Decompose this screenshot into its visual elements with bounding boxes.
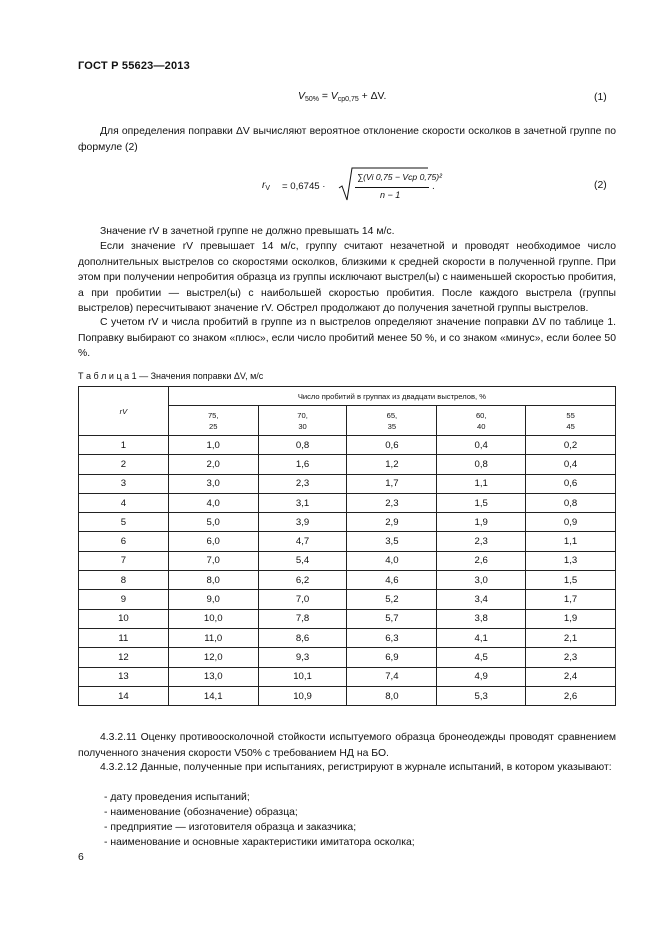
table-cell: 1,0 bbox=[168, 436, 258, 455]
table-cell: 1,1 bbox=[437, 474, 526, 493]
table-row bbox=[79, 571, 616, 590]
paragraph-4-3-2-11: 4.3.2.11 Оценку противоосколочной стойкости испытуемого образца бронеодежды проводят сравнением полученного значения скорости V50% с требованием НД на БО. bbox=[78, 732, 616, 759]
table-cell: 2,9 bbox=[347, 513, 437, 532]
list-item: - наименование и основные характеристики имитатора осколка; bbox=[104, 837, 415, 848]
table-cell: 0,8 bbox=[437, 455, 526, 474]
paragraph-rv-exceed: Если значение rV превышает 14 м/с, группу считают незачетной и проводят необходимое число дополнительных выстрелов со скоростями осколков, близкими к средней скорости в полученной группе. При этом при получении непробития образца из группы исключают выстрел(ы) с наименьшей скоростью пробития, а при пробитии — выстрел(ы) с наибольшей скоростью пробития. После каждого выстрела (группы выстрелов) пересчитывают значение rV. Обстрел продолжают до получения зачетной группы выстрелов. bbox=[78, 241, 617, 314]
table-cell: 4,0 bbox=[347, 551, 437, 570]
table-cell: 3,0 bbox=[168, 474, 258, 493]
table-rv-cell: 8 bbox=[79, 571, 169, 590]
table-row bbox=[79, 436, 616, 455]
table-cell: 0,9 bbox=[526, 513, 616, 532]
table-cell: 8,0 bbox=[168, 571, 258, 590]
list-item: - предприятие — изготовителя образца и заказчика; bbox=[104, 822, 357, 833]
table-cell: 7,8 bbox=[258, 609, 347, 628]
table-cell: 4,9 bbox=[437, 667, 526, 686]
table-rv-cell: 10 bbox=[79, 609, 169, 628]
table-cell: 0,4 bbox=[526, 455, 616, 474]
formula-denominator: n − 1 bbox=[380, 190, 401, 200]
table-cell: 0,4 bbox=[437, 436, 526, 455]
table-cell: 1,7 bbox=[347, 474, 437, 493]
table-col-header: 60, 40 bbox=[437, 406, 526, 436]
table-cell: 0,6 bbox=[347, 436, 437, 455]
table-cell: 2,6 bbox=[437, 551, 526, 570]
table-rv-cell: 11 bbox=[79, 628, 169, 647]
table-col-header: 70, 30 bbox=[258, 406, 347, 436]
table-cell: 2,3 bbox=[526, 648, 616, 667]
table-cell: 1,1 bbox=[526, 532, 616, 551]
table-body bbox=[79, 436, 616, 706]
table-cell: 11,0 bbox=[168, 628, 258, 647]
table-cell: 0,2 bbox=[526, 436, 616, 455]
table-row bbox=[79, 532, 616, 551]
table-cell: 4,1 bbox=[437, 628, 526, 647]
table-row bbox=[79, 513, 616, 532]
document-header: ГОСТ Р 55623—2013 bbox=[78, 60, 190, 72]
table-row bbox=[79, 493, 616, 512]
table-cell: 1,2 bbox=[347, 455, 437, 474]
table-cell: 4,7 bbox=[258, 532, 347, 551]
table-cell: 7,0 bbox=[168, 551, 258, 570]
table-cell: 6,0 bbox=[168, 532, 258, 551]
table-cell: 1,5 bbox=[526, 571, 616, 590]
table-cell: 4,6 bbox=[347, 571, 437, 590]
table-row bbox=[79, 590, 616, 609]
formula-numerator: ∑(Vi 0,75 − Vср 0,75)² bbox=[357, 172, 443, 182]
table-cell: 7,0 bbox=[258, 590, 347, 609]
table-cell: 1,6 bbox=[258, 455, 347, 474]
table-rv-cell: 12 bbox=[79, 648, 169, 667]
table-cell: 0,8 bbox=[526, 493, 616, 512]
table-cell: 12,0 bbox=[168, 648, 258, 667]
table-cell: 8,0 bbox=[347, 686, 437, 705]
table-cell: 10,0 bbox=[168, 609, 258, 628]
table-cell: 5,2 bbox=[347, 590, 437, 609]
correction-table bbox=[78, 386, 616, 706]
table-cell: 1,3 bbox=[526, 551, 616, 570]
table-row bbox=[79, 455, 616, 474]
table-row bbox=[79, 551, 616, 570]
page-number: 6 bbox=[78, 852, 84, 863]
table-corner-cell: rV bbox=[79, 387, 169, 436]
table-row bbox=[79, 686, 616, 705]
table-rv-cell: 7 bbox=[79, 551, 169, 570]
formula-2: $r_V$ = 0,6745 · ∑(Vi 0,75 − Vср 0,75)² n − 1 . bbox=[262, 166, 502, 206]
table-cell: 2,0 bbox=[168, 455, 258, 474]
table-cell: 9,3 bbox=[258, 648, 347, 667]
paragraph-formula-intro: Для определения поправки ΔV вычисляют вероятное отклонение скорости осколков в зачетной группе по формуле (2) bbox=[78, 126, 616, 153]
equation-number-1: (1) bbox=[594, 92, 607, 103]
table-cell: 13,0 bbox=[168, 667, 258, 686]
table-cell: 4,5 bbox=[437, 648, 526, 667]
table-rv-cell: 4 bbox=[79, 493, 169, 512]
table-cell: 7,4 bbox=[347, 667, 437, 686]
table-rv-cell: 3 bbox=[79, 474, 169, 493]
table-row bbox=[79, 648, 616, 667]
table-cell: 3,8 bbox=[437, 609, 526, 628]
table-cell: 6,9 bbox=[347, 648, 437, 667]
table-rv-cell: 6 bbox=[79, 532, 169, 551]
table-row bbox=[79, 667, 616, 686]
table-cell: 8,6 bbox=[258, 628, 347, 647]
table-cell: 2,1 bbox=[526, 628, 616, 647]
table-cell: 2,4 bbox=[526, 667, 616, 686]
table-cell: 10,1 bbox=[258, 667, 347, 686]
table-rv-cell: 5 bbox=[79, 513, 169, 532]
table-caption: Т а б л и ц а 1 — Значения поправки ΔV, м/с bbox=[78, 371, 264, 381]
table-cell: 2,6 bbox=[526, 686, 616, 705]
table-rv-cell: 14 bbox=[79, 686, 169, 705]
table-cell: 5,7 bbox=[347, 609, 437, 628]
table-cell: 1,9 bbox=[526, 609, 616, 628]
paragraph-4-3-2-12: 4.3.2.12 Данные, полученные при испытаниях, регистрируют в журнале испытаний, в котором указывают: bbox=[100, 762, 612, 773]
table-row bbox=[79, 474, 616, 493]
table-cell: 10,9 bbox=[258, 686, 347, 705]
list-item: - дату проведения испытаний; bbox=[104, 792, 250, 803]
table-group-header: Число пробитий в группах из двадцати выстрелов, % bbox=[168, 387, 615, 406]
table-rv-cell: 2 bbox=[79, 455, 169, 474]
table-cell: 2,3 bbox=[437, 532, 526, 551]
table-cell: 5,3 bbox=[437, 686, 526, 705]
table-cell: 3,5 bbox=[347, 532, 437, 551]
table-cell: 1,9 bbox=[437, 513, 526, 532]
table-rv-cell: 13 bbox=[79, 667, 169, 686]
table-cell: 1,7 bbox=[526, 590, 616, 609]
table-cell: 1,5 bbox=[437, 493, 526, 512]
table-cell: 5,0 bbox=[168, 513, 258, 532]
table-cell: 0,8 bbox=[258, 436, 347, 455]
table-cell: 2,3 bbox=[347, 493, 437, 512]
table-row bbox=[79, 609, 616, 628]
table-cell: 3,4 bbox=[437, 590, 526, 609]
table-cell: 2,3 bbox=[258, 474, 347, 493]
table-rv-cell: 9 bbox=[79, 590, 169, 609]
table-col-header: 65, 35 bbox=[347, 406, 437, 436]
table-cell: 3,9 bbox=[258, 513, 347, 532]
table-row bbox=[79, 628, 616, 647]
table-cell: 3,1 bbox=[258, 493, 347, 512]
table-cell: 5,4 bbox=[258, 551, 347, 570]
table-cell: 6,3 bbox=[347, 628, 437, 647]
list-item: - наименование (обозначение) образца; bbox=[104, 807, 298, 818]
equation-number-2: (2) bbox=[594, 180, 607, 191]
formula-1: $V_{50\%} = V_{ср0,75} + \Delta V$. bbox=[298, 91, 387, 103]
table-rv-cell: 1 bbox=[79, 436, 169, 455]
table-cell: 3,0 bbox=[437, 571, 526, 590]
table-cell: 9,0 bbox=[168, 590, 258, 609]
paragraph-rv-limit: Значение rV в зачетной группе не должно превышать 14 м/с. bbox=[100, 226, 395, 237]
table-col-header: 75, 25 bbox=[168, 406, 258, 436]
table-cell: 14,1 bbox=[168, 686, 258, 705]
table-col-header: 55 45 bbox=[526, 406, 616, 436]
table-cell: 0,6 bbox=[526, 474, 616, 493]
fraction-line bbox=[355, 187, 429, 188]
paragraph-correction-choice: С учетом rV и числа пробитий в группе из n выстрелов определяют значение поправки ΔV по таблице 1. Поправку выбирают со знаком «плюс», если число пробитий менее 50 %, и со знаком «минус», если более 50 %. bbox=[78, 317, 616, 359]
table-cell: 4,0 bbox=[168, 493, 258, 512]
table-cell: 6,2 bbox=[258, 571, 347, 590]
